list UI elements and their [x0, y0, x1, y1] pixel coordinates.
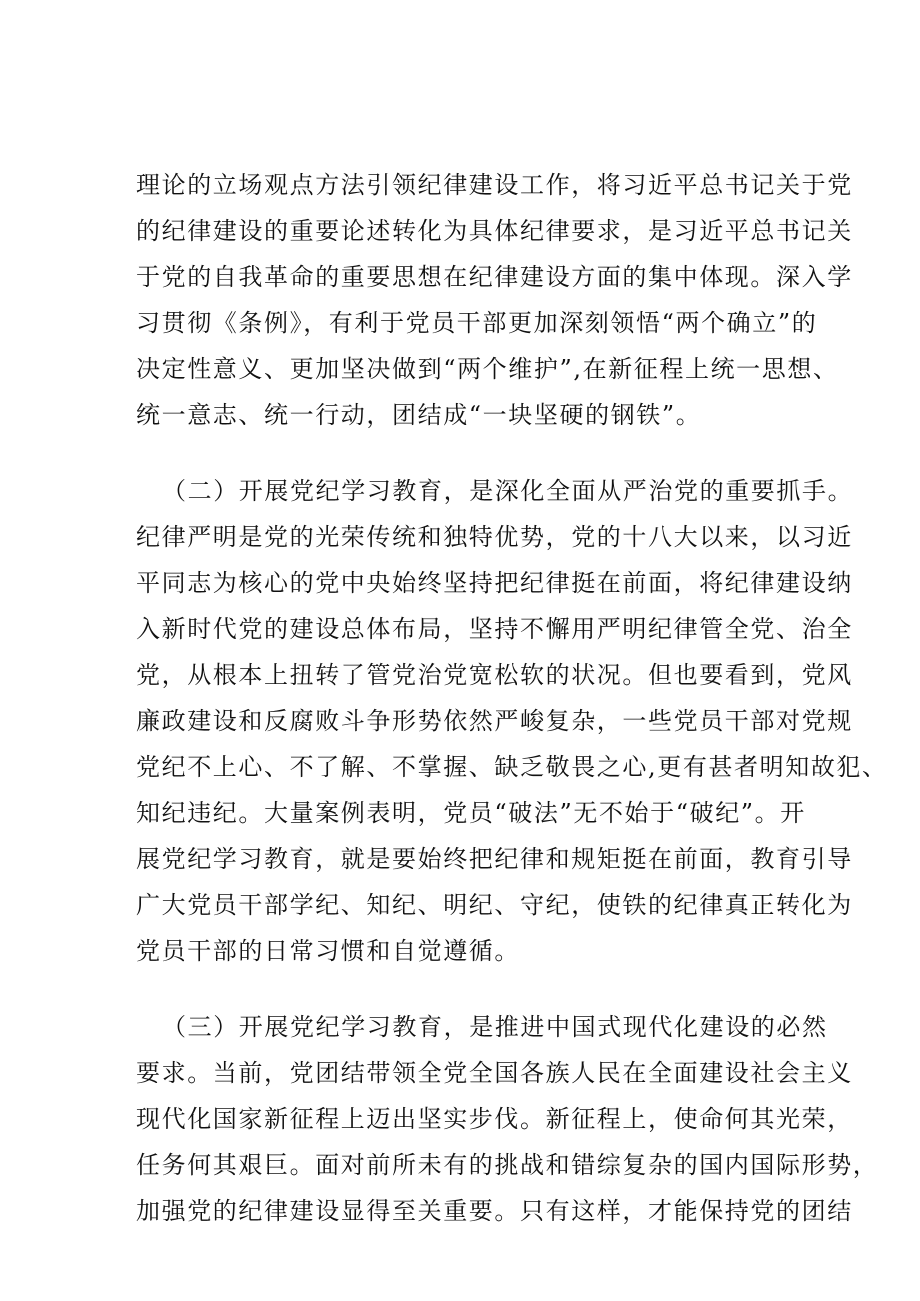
text-line: 加强党的纪律建设显得至关重要。只有这样，才能保持党的团结: [136, 1197, 853, 1225]
text-line: 理论的立场观点方法引领纪律建设工作，将习近平总书记关于党: [136, 171, 853, 199]
paragraph-spacer: [136, 974, 806, 1004]
paragraph-2: [136, 468, 888, 974]
text-line: 入新时代党的建设总体布局，坚持不懈用严明纪律管全党、治全: [136, 615, 853, 643]
text-line: 党，从根本上扭转了管党治党宽松软的状况。但也要看到，党风: [136, 661, 853, 689]
text-line: （三）开展党纪学习教育，是推进中国式现代化建设的必然: [162, 1013, 828, 1041]
text-line: 廉政建设和反腐败斗争形势依然严峻复杂，一些党员干部对党规: [136, 707, 853, 735]
text-line: 党纪不上心、不了解、不掌握、缺乏敬畏之心,更有甚者明知故犯、: [136, 753, 888, 781]
text-line: 纪律严明是党的光荣传统和独特优势，党的十八大以来，以习近: [136, 523, 853, 551]
text-line: 习贯彻《条例》，有利于党员干部更加深刻领悟“两个确立”的: [136, 309, 818, 337]
text-line: 要求。当前，党团结带领全党全国各族人民在全面建设社会主义: [136, 1059, 853, 1087]
text-line: （二）开展党纪学习教育，是深化全面从严治党的重要抓手。: [162, 477, 854, 505]
text-line: 知纪违纪。大量案例表明，党员“破法”无不始于“破纪”。开: [136, 799, 806, 827]
paragraph-1: [136, 162, 853, 438]
document-body: [136, 162, 888, 1234]
text-line: 统一意志、统一行动，团结成“一块坚硬的钢铁”。: [136, 401, 702, 429]
paragraph-spacer: [136, 438, 806, 468]
text-line: 党员干部的日常习惯和自觉遵循。: [136, 937, 520, 965]
text-line: 平同志为核心的党中央始终坚持把纪律挺在前面，将纪律建设纳: [136, 569, 853, 597]
text-line: 展党纪学习教育，就是要始终把纪律和规矩挺在前面，教育引导: [136, 845, 853, 873]
text-line: 广大党员干部学纪、知纪、明纪、守纪，使铁的纪律真正转化为: [136, 891, 853, 919]
text-line: 决定性意义、更加坚决做到“两个维护”,在新征程上统一思想、: [136, 355, 839, 383]
text-line: 现代化国家新征程上迈出坚实步伐。新征程上，使命何其光荣，: [136, 1105, 853, 1133]
text-line: 于党的自我革命的重要思想在纪律建设方面的集中体现。深入学: [136, 263, 853, 291]
paragraph-3: [136, 1004, 879, 1234]
text-line: 任务何其艰巨。面对前所未有的挑战和错综复杂的国内国际形势，: [136, 1151, 879, 1179]
text-line: 的纪律建设的重要论述转化为具体纪律要求，是习近平总书记关: [136, 217, 853, 245]
